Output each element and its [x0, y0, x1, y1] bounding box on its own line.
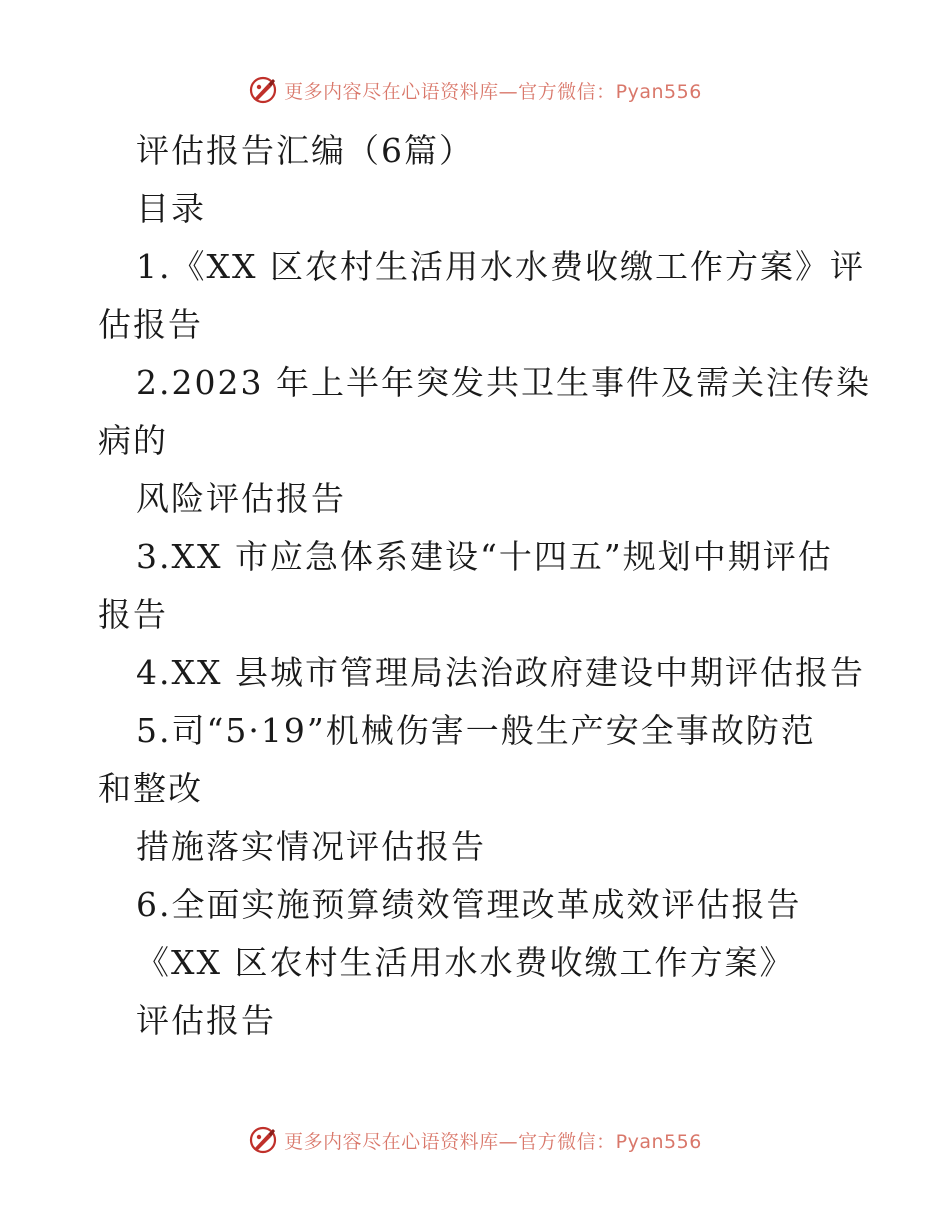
quill-pen-logo-icon — [248, 1125, 278, 1155]
document-line: 2.2023 年上半年突发共卫生事件及需关注传染 — [136, 363, 871, 402]
document-line: 6.全面实施预算绩效管理改革成效评估报告 — [136, 885, 802, 924]
document-line: 评估报告汇编（6篇） — [136, 131, 474, 170]
quill-pen-logo-icon — [248, 75, 278, 105]
document-line: 1.《XX 区农村生活用水水费收缴工作方案》评 — [136, 247, 865, 286]
document-line: 和整改 — [98, 769, 203, 808]
document-body — [98, 122, 871, 1050]
header-watermark-text: 更多内容尽在心语资料库—官方微信：Pyan556 — [284, 80, 702, 103]
document-line: 目录 — [136, 189, 206, 228]
document-line: 《XX 区农村生活用水水费收缴工作方案》 — [136, 943, 795, 982]
document-line: 病的 — [98, 421, 168, 460]
document-line: 3.XX 市应急体系建设“十四五”规划中期评估 — [136, 537, 833, 576]
document-line: 评估报告 — [136, 1001, 276, 1040]
document-line: 4.XX 县城市管理局法治政府建设中期评估报告 — [136, 653, 865, 692]
document-line: 报告 — [98, 595, 168, 634]
footer-watermark-text: 更多内容尽在心语资料库—官方微信：Pyan556 — [284, 1130, 702, 1153]
document-line: 风险评估报告 — [136, 479, 346, 518]
document-line: 措施落实情况评估报告 — [136, 827, 486, 866]
header-watermark — [0, 70, 950, 110]
footer-watermark — [0, 1120, 950, 1160]
document-line: 5.司“5·19”机械伤害一般生产安全事故防范 — [136, 711, 816, 750]
document-line: 估报告 — [98, 305, 203, 344]
